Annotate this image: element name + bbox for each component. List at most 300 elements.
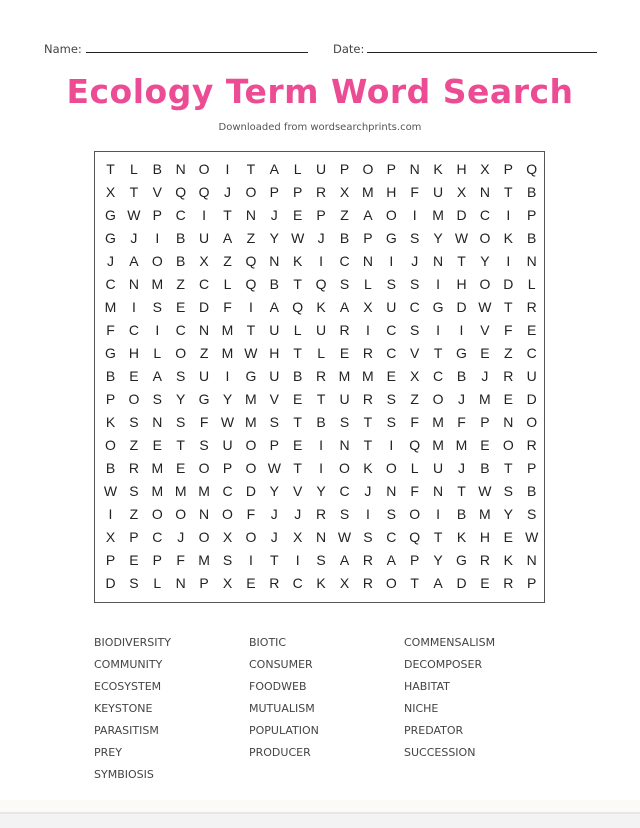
grid-cell[interactable]: N [433, 483, 444, 499]
grid-cell[interactable]: U [222, 437, 233, 453]
grid-cell[interactable]: M [338, 368, 351, 384]
grid-cell[interactable]: W [103, 483, 118, 499]
grid-cell[interactable]: S [386, 276, 396, 292]
grid-cell[interactable]: O [198, 460, 210, 476]
grid-cell[interactable]: R [362, 552, 373, 568]
grid-cell[interactable]: E [129, 552, 139, 568]
grid-cell[interactable]: C [386, 322, 397, 338]
grid-cell[interactable]: M [151, 483, 164, 499]
grid-cell[interactable]: I [202, 207, 207, 223]
grid-cell[interactable]: N [199, 506, 210, 522]
grid-cell[interactable]: M [198, 483, 210, 499]
grid-cell[interactable]: F [410, 414, 419, 430]
grid-cell[interactable]: Q [526, 161, 538, 177]
grid-cell[interactable]: R [362, 575, 373, 591]
grid-cell[interactable]: G [105, 345, 116, 361]
grid-cell[interactable]: J [130, 230, 138, 246]
grid-cell[interactable]: R [316, 184, 327, 200]
grid-cell[interactable]: T [270, 552, 279, 568]
grid-cell[interactable]: A [363, 207, 373, 223]
grid-cell[interactable]: X [293, 529, 303, 545]
grid-cell[interactable]: Z [129, 506, 139, 522]
grid-cell[interactable]: X [480, 161, 490, 177]
grid-cell[interactable]: D [456, 575, 467, 591]
grid-cell[interactable]: P [105, 552, 116, 568]
grid-cell[interactable]: O [409, 506, 421, 522]
grid-cell[interactable]: R [316, 506, 327, 522]
grid-cell[interactable]: P [480, 414, 490, 430]
grid-cell[interactable]: D [105, 575, 116, 591]
grid-cell[interactable]: S [503, 483, 513, 499]
grid-cell[interactable]: O [245, 437, 257, 453]
grid-cell[interactable]: M [221, 345, 234, 361]
grid-cell[interactable]: O [385, 207, 397, 223]
grid-cell[interactable]: X [456, 184, 467, 200]
grid-cell[interactable]: O [175, 345, 187, 361]
grid-cell[interactable]: Y [222, 391, 233, 407]
grid-cell[interactable]: Z [410, 391, 419, 407]
grid-cell[interactable]: K [105, 414, 116, 430]
grid-cell[interactable]: D [503, 276, 514, 292]
grid-cell[interactable]: J [458, 460, 465, 476]
grid-cell[interactable]: Y [503, 506, 513, 522]
grid-cell[interactable]: R [503, 368, 514, 384]
grid-cell[interactable]: I [248, 299, 253, 315]
grid-cell[interactable]: Q [245, 276, 257, 292]
grid-cell[interactable]: N [128, 276, 139, 292]
grid-cell[interactable]: T [316, 391, 326, 407]
grid-cell[interactable]: T [293, 460, 302, 476]
grid-cell[interactable]: N [199, 322, 210, 338]
grid-cell[interactable]: Q [198, 184, 210, 200]
grid-cell[interactable]: E [386, 368, 396, 384]
grid-cell[interactable]: D [456, 299, 467, 315]
grid-cell[interactable]: D [526, 391, 537, 407]
grid-cell[interactable]: D [245, 483, 256, 499]
grid-cell[interactable]: X [363, 299, 373, 315]
grid-cell[interactable]: O [128, 391, 140, 407]
name-field-line[interactable] [86, 52, 308, 53]
grid-cell[interactable]: C [409, 299, 420, 315]
grid-cell[interactable]: Z [340, 207, 349, 223]
grid-cell[interactable]: U [316, 161, 327, 177]
grid-cell[interactable]: P [152, 552, 162, 568]
grid-cell[interactable]: P [503, 161, 513, 177]
grid-cell[interactable]: P [316, 207, 326, 223]
grid-cell[interactable]: O [502, 437, 514, 453]
grid-cell[interactable]: S [386, 506, 396, 522]
grid-cell[interactable]: N [526, 552, 537, 568]
grid-cell[interactable]: K [316, 299, 326, 315]
grid-cell[interactable]: Q [175, 184, 187, 200]
grid-cell[interactable]: J [294, 506, 302, 522]
grid-cell[interactable]: I [225, 161, 230, 177]
grid-cell[interactable]: M [362, 368, 374, 384]
grid-cell[interactable]: F [504, 322, 513, 338]
grid-cell[interactable]: M [432, 207, 444, 223]
grid-cell[interactable]: J [411, 253, 419, 269]
grid-cell[interactable]: I [365, 506, 370, 522]
grid-cell[interactable]: X [410, 368, 420, 384]
grid-cell[interactable]: R [362, 391, 373, 407]
grid-cell[interactable]: S [129, 575, 139, 591]
grid-cell[interactable]: S [410, 230, 420, 246]
grid-cell[interactable]: O [222, 506, 233, 522]
grid-cell[interactable]: L [293, 322, 302, 338]
grid-cell[interactable]: W [337, 529, 352, 545]
grid-cell[interactable]: P [386, 161, 396, 177]
grid-cell[interactable]: U [269, 322, 280, 338]
grid-cell[interactable]: W [454, 230, 469, 246]
grid-cell[interactable]: U [269, 368, 280, 384]
grid-cell[interactable]: H [386, 184, 397, 200]
grid-cell[interactable]: G [456, 552, 467, 568]
grid-cell[interactable]: R [526, 437, 537, 453]
grid-cell[interactable]: I [436, 322, 441, 338]
grid-cell[interactable]: Z [176, 276, 185, 292]
grid-cell[interactable]: V [152, 184, 162, 200]
grid-cell[interactable]: I [319, 253, 324, 269]
grid-cell[interactable]: Y [269, 230, 279, 246]
grid-cell[interactable]: O [151, 253, 163, 269]
grid-cell[interactable]: J [458, 391, 465, 407]
grid-cell[interactable]: G [385, 230, 397, 246]
grid-cell[interactable]: N [152, 414, 163, 430]
grid-cell[interactable]: H [128, 345, 139, 361]
grid-cell[interactable]: B [176, 253, 186, 269]
grid-cell[interactable]: M [151, 460, 164, 476]
grid-cell[interactable]: B [269, 276, 279, 292]
grid-cell[interactable]: C [292, 575, 303, 591]
grid-cell[interactable]: O [151, 506, 163, 522]
grid-cell[interactable]: E [293, 207, 303, 223]
grid-cell[interactable]: M [245, 414, 257, 430]
grid-cell[interactable]: B [316, 414, 326, 430]
grid-cell[interactable]: T [246, 322, 256, 338]
grid-cell[interactable]: T [504, 184, 513, 200]
grid-cell[interactable]: I [459, 322, 464, 338]
grid-cell[interactable]: K [293, 253, 303, 269]
grid-cell[interactable]: G [105, 230, 116, 246]
grid-cell[interactable]: E [480, 345, 490, 361]
grid-cell[interactable]: M [432, 437, 444, 453]
grid-cell[interactable]: P [339, 161, 350, 177]
grid-cell[interactable]: R [269, 575, 280, 591]
grid-cell[interactable]: N [362, 253, 373, 269]
grid-cell[interactable]: F [176, 552, 185, 568]
grid-cell[interactable]: Z [199, 345, 209, 361]
grid-cell[interactable]: L [293, 161, 302, 177]
grid-cell[interactable]: A [222, 230, 233, 246]
grid-cell[interactable]: B [105, 368, 116, 384]
grid-cell[interactable]: E [293, 391, 303, 407]
grid-cell[interactable]: Y [433, 230, 443, 246]
grid-cell[interactable]: S [222, 552, 233, 568]
grid-cell[interactable]: O [479, 230, 491, 246]
grid-cell[interactable]: R [526, 299, 537, 315]
grid-cell[interactable]: S [129, 483, 139, 499]
grid-cell[interactable]: W [478, 299, 492, 315]
grid-cell[interactable]: T [504, 299, 513, 315]
grid-cell[interactable]: X [105, 184, 116, 200]
grid-cell[interactable]: C [339, 483, 350, 499]
grid-cell[interactable]: S [386, 414, 396, 430]
grid-cell[interactable]: K [316, 575, 326, 591]
grid-cell[interactable]: V [410, 345, 420, 361]
grid-cell[interactable]: V [293, 483, 303, 499]
grid-cell[interactable]: N [269, 253, 280, 269]
grid-cell[interactable]: B [176, 230, 186, 246]
grid-cell[interactable]: F [106, 322, 115, 338]
grid-cell[interactable]: C [175, 207, 186, 223]
grid-cell[interactable]: T [410, 575, 419, 591]
grid-cell[interactable]: I [108, 506, 113, 522]
grid-cell[interactable]: I [436, 276, 441, 292]
grid-cell[interactable]: T [504, 460, 513, 476]
grid-cell[interactable]: J [364, 483, 372, 499]
grid-cell[interactable]: C [152, 529, 163, 545]
grid-cell[interactable]: O [175, 506, 187, 522]
grid-cell[interactable]: W [244, 345, 258, 361]
grid-cell[interactable]: T [293, 276, 302, 292]
grid-cell[interactable]: C [175, 322, 186, 338]
grid-cell[interactable]: W [525, 529, 539, 545]
grid-cell[interactable]: G [456, 345, 467, 361]
grid-cell[interactable]: U [526, 368, 537, 384]
grid-cell[interactable]: K [456, 529, 467, 545]
grid-cell[interactable]: M [221, 322, 234, 338]
grid-cell[interactable]: J [270, 506, 278, 522]
grid-cell[interactable]: C [433, 368, 444, 384]
grid-cell[interactable]: I [412, 207, 417, 223]
grid-cell[interactable]: W [220, 414, 235, 430]
grid-cell[interactable]: F [246, 506, 256, 522]
grid-cell[interactable]: M [455, 437, 468, 453]
grid-cell[interactable]: N [339, 437, 350, 453]
grid-cell[interactable]: F [410, 184, 419, 200]
grid-cell[interactable]: C [386, 529, 397, 545]
grid-cell[interactable]: P [222, 460, 233, 476]
grid-cell[interactable]: F [223, 299, 232, 315]
grid-cell[interactable]: E [339, 345, 350, 361]
grid-cell[interactable]: E [480, 437, 490, 453]
grid-cell[interactable]: B [339, 230, 350, 246]
grid-cell[interactable]: C [222, 483, 233, 499]
grid-cell[interactable]: X [339, 575, 350, 591]
grid-cell[interactable]: S [199, 437, 209, 453]
grid-cell[interactable]: R [362, 345, 373, 361]
grid-cell[interactable]: U [386, 299, 397, 315]
grid-cell[interactable]: P [363, 230, 373, 246]
grid-cell[interactable]: F [457, 414, 466, 430]
grid-cell[interactable]: A [339, 552, 350, 568]
grid-cell[interactable]: L [317, 345, 325, 361]
grid-cell[interactable]: C [105, 276, 116, 292]
grid-cell[interactable]: M [245, 391, 257, 407]
grid-cell[interactable]: P [105, 391, 116, 407]
grid-cell[interactable]: M [362, 184, 374, 200]
grid-cell[interactable]: P [527, 575, 537, 591]
grid-cell[interactable]: I [436, 506, 441, 522]
grid-cell[interactable]: A [386, 552, 396, 568]
grid-cell[interactable]: G [105, 207, 116, 223]
grid-cell[interactable]: A [152, 368, 162, 384]
grid-cell[interactable]: T [106, 161, 115, 177]
grid-cell[interactable]: J [317, 230, 325, 246]
grid-cell[interactable]: A [433, 575, 443, 591]
grid-cell[interactable]: X [105, 529, 116, 545]
grid-cell[interactable]: G [245, 368, 257, 384]
grid-cell[interactable]: E [503, 529, 513, 545]
date-field-line[interactable] [367, 52, 597, 53]
grid-cell[interactable]: M [432, 414, 444, 430]
grid-cell[interactable]: N [175, 161, 186, 177]
grid-cell[interactable]: I [389, 437, 394, 453]
grid-cell[interactable]: I [389, 253, 394, 269]
grid-cell[interactable]: I [225, 368, 230, 384]
grid-cell[interactable]: P [293, 184, 303, 200]
grid-cell[interactable]: C [526, 345, 537, 361]
grid-cell[interactable]: L [223, 276, 232, 292]
grid-cell[interactable]: O [479, 276, 491, 292]
grid-cell[interactable]: X [199, 253, 209, 269]
grid-cell[interactable]: S [410, 322, 420, 338]
grid-cell[interactable]: V [269, 391, 279, 407]
grid-cell[interactable]: X [222, 575, 233, 591]
grid-cell[interactable]: S [152, 391, 162, 407]
grid-cell[interactable]: B [105, 460, 116, 476]
grid-cell[interactable]: S [339, 506, 350, 522]
grid-cell[interactable]: U [433, 460, 444, 476]
grid-cell[interactable]: N [245, 207, 256, 223]
grid-cell[interactable]: Y [269, 483, 279, 499]
grid-cell[interactable]: L [129, 161, 138, 177]
grid-cell[interactable]: H [269, 345, 280, 361]
grid-cell[interactable]: Q [409, 529, 421, 545]
grid-cell[interactable]: I [365, 322, 370, 338]
grid-cell[interactable]: N [316, 529, 327, 545]
grid-cell[interactable]: S [363, 529, 373, 545]
grid-cell[interactable]: Z [246, 230, 256, 246]
grid-cell[interactable]: I [295, 552, 300, 568]
grid-cell[interactable]: T [457, 253, 466, 269]
grid-cell[interactable]: Q [245, 253, 257, 269]
grid-cell[interactable]: R [316, 368, 327, 384]
grid-cell[interactable]: P [269, 437, 279, 453]
grid-cell[interactable]: L [153, 345, 162, 361]
grid-cell[interactable]: A [269, 161, 279, 177]
grid-cell[interactable]: M [479, 506, 491, 522]
grid-cell[interactable]: Z [504, 345, 513, 361]
grid-cell[interactable]: I [319, 437, 324, 453]
grid-cell[interactable]: W [127, 207, 141, 223]
grid-cell[interactable]: N [409, 161, 420, 177]
grid-cell[interactable]: B [480, 460, 490, 476]
grid-cell[interactable]: O [105, 437, 116, 453]
grid-cell[interactable]: U [316, 322, 327, 338]
grid-cell[interactable]: Y [176, 391, 186, 407]
grid-cell[interactable]: E [480, 575, 490, 591]
grid-cell[interactable]: A [129, 253, 139, 269]
grid-cell[interactable]: Y [316, 483, 326, 499]
grid-cell[interactable]: J [177, 529, 185, 545]
grid-cell[interactable]: K [433, 161, 443, 177]
grid-cell[interactable]: W [291, 230, 305, 246]
grid-cell[interactable]: T [129, 184, 139, 200]
grid-cell[interactable]: T [433, 345, 443, 361]
grid-cell[interactable]: B [456, 368, 467, 384]
grid-cell[interactable]: D [199, 299, 210, 315]
grid-cell[interactable]: R [503, 575, 514, 591]
grid-cell[interactable]: O [432, 391, 444, 407]
grid-cell[interactable]: P [527, 207, 537, 223]
grid-cell[interactable]: Y [480, 253, 490, 269]
grid-cell[interactable]: N [479, 184, 490, 200]
grid-cell[interactable]: T [176, 437, 185, 453]
grid-cell[interactable]: J [481, 368, 489, 384]
grid-cell[interactable]: W [267, 460, 281, 476]
grid-cell[interactable]: E [152, 437, 162, 453]
grid-cell[interactable]: T [293, 345, 302, 361]
grid-cell[interactable]: J [270, 529, 278, 545]
grid-cell[interactable]: K [363, 460, 373, 476]
grid-cell[interactable]: Z [223, 253, 232, 269]
grid-cell[interactable]: E [176, 299, 186, 315]
grid-cell[interactable]: O [385, 460, 397, 476]
grid-cell[interactable]: Q [409, 437, 421, 453]
grid-cell[interactable]: N [526, 253, 537, 269]
grid-cell[interactable]: X [222, 529, 233, 545]
grid-cell[interactable]: N [503, 414, 514, 430]
grid-cell[interactable]: B [527, 230, 537, 246]
grid-cell[interactable]: E [527, 322, 537, 338]
grid-cell[interactable]: U [199, 368, 210, 384]
grid-cell[interactable]: J [270, 207, 278, 223]
grid-cell[interactable]: E [246, 575, 256, 591]
grid-cell[interactable]: S [129, 414, 139, 430]
grid-cell[interactable]: L [410, 460, 419, 476]
grid-cell[interactable]: I [319, 460, 324, 476]
grid-cell[interactable]: I [155, 322, 160, 338]
grid-cell[interactable]: R [339, 322, 350, 338]
grid-cell[interactable]: O [198, 529, 210, 545]
grid-cell[interactable]: O [526, 414, 538, 430]
grid-cell[interactable]: I [155, 230, 160, 246]
grid-cell[interactable]: E [129, 368, 139, 384]
grid-cell[interactable]: S [339, 276, 350, 292]
grid-cell[interactable]: J [107, 253, 114, 269]
grid-cell[interactable]: U [433, 184, 444, 200]
grid-cell[interactable]: F [410, 483, 419, 499]
grid-cell[interactable]: M [198, 552, 210, 568]
grid-cell[interactable]: K [503, 552, 513, 568]
grid-cell[interactable]: P [152, 207, 162, 223]
grid-cell[interactable]: J [224, 184, 231, 200]
grid-cell[interactable]: H [456, 276, 467, 292]
grid-cell[interactable]: I [248, 552, 253, 568]
grid-cell[interactable]: V [480, 322, 490, 338]
grid-cell[interactable]: T [293, 414, 302, 430]
grid-cell[interactable]: Q [292, 299, 304, 315]
grid-cell[interactable]: T [363, 437, 373, 453]
grid-cell[interactable]: B [527, 184, 537, 200]
grid-cell[interactable]: U [199, 230, 210, 246]
grid-cell[interactable]: T [457, 483, 466, 499]
grid-cell[interactable]: C [199, 276, 210, 292]
grid-cell[interactable]: N [433, 253, 444, 269]
grid-cell[interactable]: R [128, 460, 139, 476]
grid-cell[interactable]: B [527, 483, 537, 499]
